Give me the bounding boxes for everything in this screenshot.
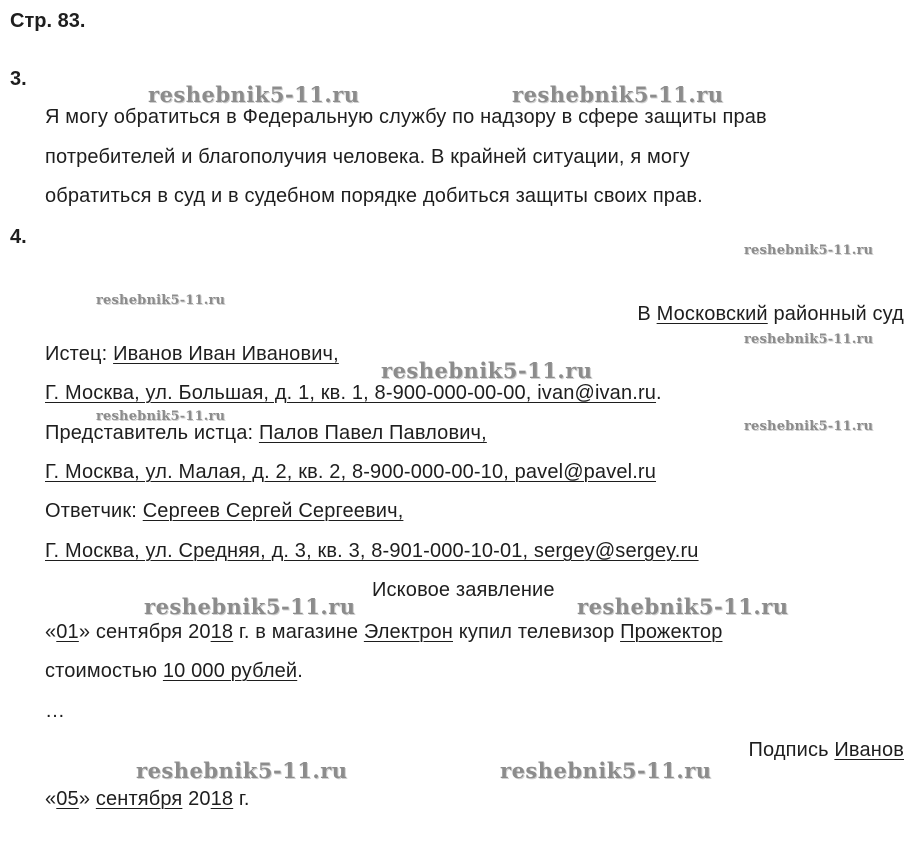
task-4-number: 4. xyxy=(10,226,27,248)
court-suffix: районный суд xyxy=(773,303,904,325)
purchase-day: 01 xyxy=(56,621,79,643)
court-prefix: В xyxy=(637,303,651,325)
signature-line xyxy=(748,738,904,762)
purchase-line xyxy=(45,620,722,644)
task-3-line-3: обратиться в суд и в судебном порядке добиться защиты своих прав. xyxy=(45,185,703,207)
cost-label: стоимостью xyxy=(45,660,158,682)
date-quote-open: « xyxy=(45,788,57,810)
defendant-name: Сергеев Сергей Сергеевич, xyxy=(142,500,404,522)
defendant-address-line xyxy=(45,539,699,563)
watermark: reshebnik5-11.ru xyxy=(144,594,356,619)
watermark: reshebnik5-11.ru xyxy=(577,594,789,619)
plaintiff-address-end: . xyxy=(656,382,662,404)
ellipsis: … xyxy=(45,700,66,722)
task-3-line-2: потребителей и благополучия человека. В крайней ситуации, я могу xyxy=(45,146,690,168)
defendant-line xyxy=(45,499,403,523)
date-suffix: г. xyxy=(238,788,250,810)
task-3-line-1: Я могу обратиться в Федеральную службу по надзору в сфере защиты прав xyxy=(45,106,767,128)
plaintiff-line xyxy=(45,342,339,366)
purchase-quote-close: » xyxy=(78,621,91,643)
court-line xyxy=(637,302,904,326)
watermark: reshebnik5-11.ru xyxy=(136,758,348,783)
watermark: reshebnik5-11.ru xyxy=(96,409,226,424)
purchase-product: Прожектор xyxy=(620,621,723,643)
plaintiff-address-line xyxy=(45,381,662,405)
representative-address: Г. Москва, ул. Малая, д. 2, кв. 2, 8-900-000-00-10, pavel@pavel.ru xyxy=(45,461,657,483)
plaintiff-label: Истец: xyxy=(45,343,108,365)
watermark: reshebnik5-11.ru xyxy=(500,758,712,783)
cost-line xyxy=(45,659,303,683)
date-month: сентября xyxy=(95,788,183,810)
purchase-bought: купил телевизор xyxy=(458,621,615,643)
cost-end: . xyxy=(297,660,303,682)
purchase-after-year: г. в магазине xyxy=(238,621,359,643)
defendant-label: Ответчик: xyxy=(45,500,137,522)
court-name: Московский xyxy=(656,303,768,325)
task-3-number: 3. xyxy=(10,68,27,90)
plaintiff-name: Иванов Иван Иванович, xyxy=(113,343,339,365)
representative-name: Палов Павел Павлович, xyxy=(258,422,487,444)
representative-address-line xyxy=(45,460,656,484)
purchase-year-end: 18 xyxy=(210,621,234,643)
representative-line xyxy=(45,421,487,445)
representative-label: Представитель истца: xyxy=(45,422,254,444)
date-year-end: 18 xyxy=(210,788,234,810)
plaintiff-address: Г. Москва, ул. Большая, д. 1, кв. 1, 8-900-000-00-00, ivan@ivan.ru xyxy=(45,382,657,404)
watermark: reshebnik5-11.ru xyxy=(512,82,724,107)
date-day: 05 xyxy=(56,788,79,810)
signature-label: Подпись xyxy=(748,739,829,761)
watermark: reshebnik5-11.ru xyxy=(744,419,874,434)
purchase-month: сентября 20 xyxy=(95,621,211,643)
date-line xyxy=(45,787,250,811)
defendant-address: Г. Москва, ул. Средняя, д. 3, кв. 3, 8-901-000-10-01, sergey@sergey.ru xyxy=(45,540,699,562)
date-quote-close: » xyxy=(78,788,91,810)
cost-value: 10 000 рублей xyxy=(162,660,298,682)
page-header: Стр. 83. xyxy=(10,10,86,32)
watermark: reshebnik5-11.ru xyxy=(744,243,874,258)
purchase-quote-open: « xyxy=(45,621,57,643)
purchase-store: Электрон xyxy=(363,621,453,643)
watermark: reshebnik5-11.ru xyxy=(96,293,226,308)
signature-name: Иванов xyxy=(834,739,904,761)
date-year-start: 20 xyxy=(188,788,211,810)
claim-title: Исковое заявление xyxy=(372,579,555,601)
watermark: reshebnik5-11.ru xyxy=(744,332,874,347)
watermark: reshebnik5-11.ru xyxy=(148,82,360,107)
watermark: reshebnik5-11.ru xyxy=(381,358,593,383)
